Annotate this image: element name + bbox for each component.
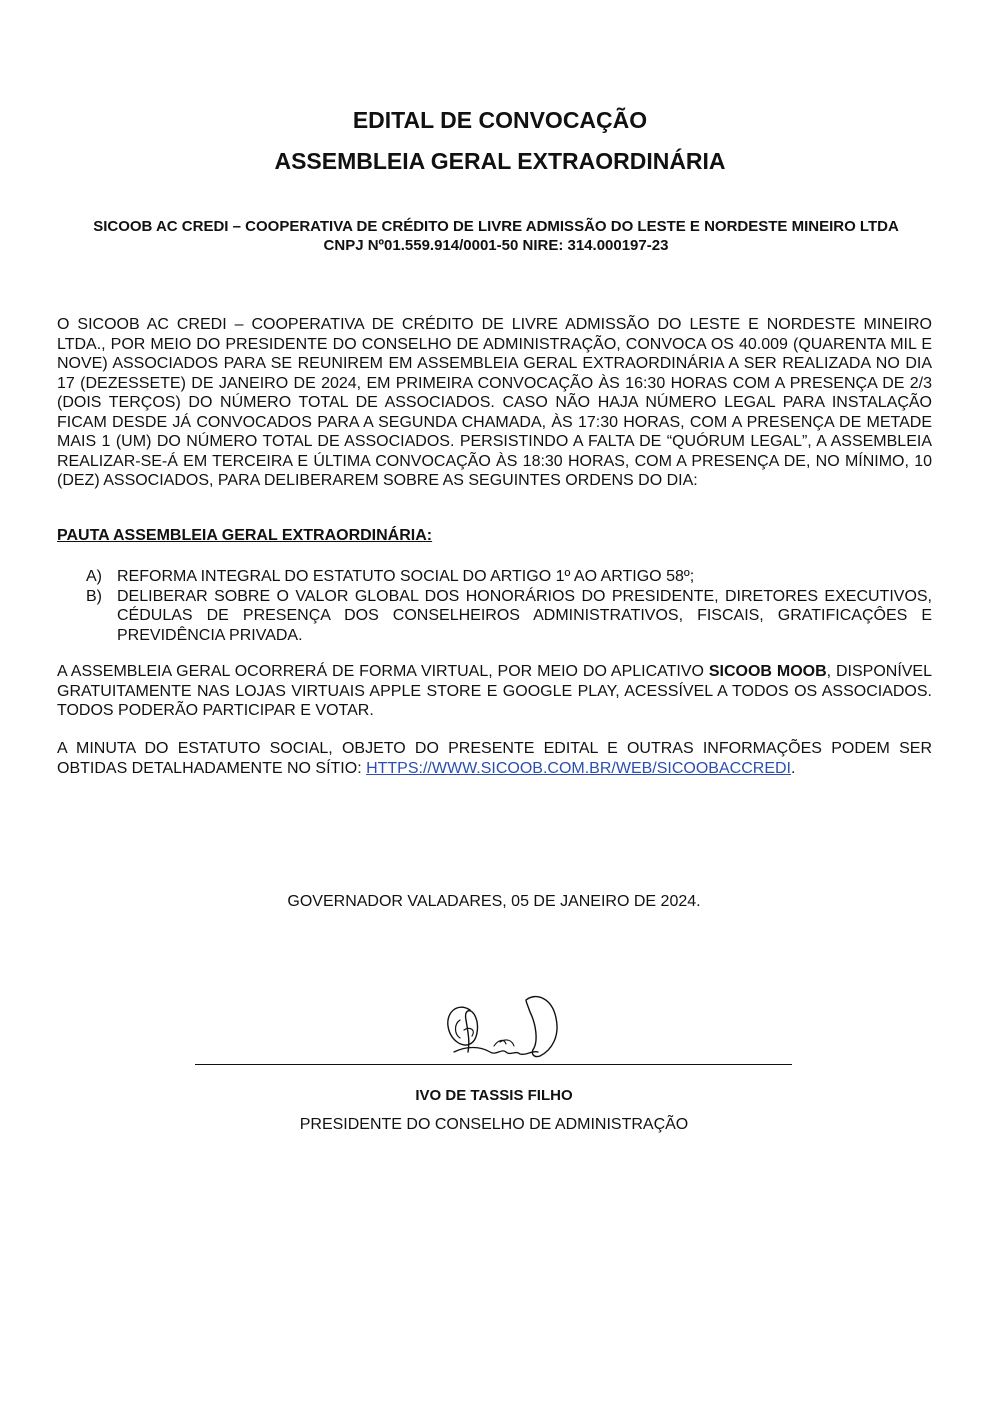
place-and-date: GOVERNADOR VALADARES, 05 DE JANEIRO DE 2024. — [287, 893, 701, 910]
agenda-item-text: DELIBERAR SOBRE O VALOR GLOBAL DOS HONORÁRIOS DO PRESIDENTE, DIRETORES EXECUTIVOS, CÉDULAS DE PRESENÇA DOS CONSELHEIROS ADMINISTRATIVOS, FISCAIS, GRATIFICAÇÔES E PREVIDÊNCIA PRIVADA. — [117, 587, 932, 644]
agenda-list — [57, 567, 932, 645]
company-header — [60, 217, 932, 255]
signer-role: PRESIDENTE DO CONSELHO DE ADMINISTRAÇÃO — [299, 1116, 689, 1133]
signature-line — [195, 1064, 792, 1065]
document-subtitle: ASSEMBLEIA GERAL EXTRAORDINÁRIA — [274, 148, 726, 174]
company-name: SICOOB AC CREDI – COOPERATIVA DE CRÉDITO DE LIVRE ADMISSÃO DO LESTE E NORDESTE MINEIRO LTDA — [93, 218, 899, 235]
virtual-text-before: A ASSEMBLEIA GERAL OCORRERÁ DE FORMA VIRTUAL, POR MEIO DO APLICATIVO — [57, 663, 709, 680]
document-title: EDITAL DE CONVOCAÇÃO — [352, 107, 648, 133]
agenda-item-marker: B) — [86, 587, 102, 605]
intro-paragraph: O SICOOB AC CREDI – COOPERATIVA DE CRÉDITO DE LIVRE ADMISSÃO DO LESTE E NORDESTE MINEIRO LTDA., POR MEIO DO PRESIDENTE DO CONSELHO DE ADMINISTRAÇÃO, CONVOCA OS 40.009 (QUARENTA MIL E NOVE) ASSOCIADOS PARA SE REUNIREM EM ASSEMBLEIA GERAL EXTRAORDINÁRIA A SER REALIZADA NO DIA 17 (DEZESSETE) DE JANEIRO DE 2024, EM PRIMEIRA CONVOCAÇÃO ÀS 16:30 HORAS COM A PRESENÇA DE 2/3 (DOIS TERÇOS) DO NÚMERO TOTAL DE ASSOCIADOS. CASO NÃO HAJA NÚMERO LEGAL PARA INSTALAÇÃO FICAM DESDE JÁ CONVOCADOS PARA A SEGUNDA CHAMADA, ÀS 17:30 HORAS, COM A PRESENÇA DE METADE MAIS 1 (UM) DO NÚMERO TOTAL DE ASSOCIADOS. PERSISTINDO A FALTA DE “QUÓRUM LEGAL”, A ASSEMBLEIA REALIZAR-SE-Á EM TERCEIRA E ÚLTIMA CONVOCAÇÃO ÀS 18:30 HORAS, COM A PRESENÇA DE, NO MÍNIMO, 10 (DEZ) ASSOCIADOS, PARA DELIBERAREM SOBRE AS SEGUINTES ORDENS DO DIA: — [57, 316, 932, 489]
signer-name: IVO DE TASSIS FILHO — [415, 1087, 573, 1104]
bylaws-text-after: . — [790, 759, 796, 777]
agenda-item — [57, 567, 932, 587]
virtual-meeting-paragraph — [57, 662, 932, 721]
app-name: SICOOB MOOB — [708, 663, 827, 680]
agenda-item-marker: A) — [86, 568, 102, 585]
bylaws-info-paragraph — [57, 739, 932, 778]
bylaws-text-before: A MINUTA DO ESTATUTO SOCIAL, OBJETO DO PRESENTE EDITAL E OUTRAS INFORMAÇÕES PODEM SER OBTIDAS DETALHADAMENTE NO SÍTIO: — [57, 740, 932, 777]
virtual-text-after: , DISPONÍVEL GRATUITAMENTE NAS LOJAS VIRTUAIS APPLE STORE E GOOGLE PLAY, ACESSÍVEL A TODOS OS ASSOCIADOS. TODOS PODERÃO PARTICIPAR E VOTAR. — [57, 663, 933, 719]
handwritten-signature — [440, 990, 565, 1062]
company-registration: CNPJ Nº01.559.914/0001-50 NIRE: 314.000197-23 — [323, 237, 669, 254]
agenda-item — [57, 587, 932, 646]
agenda-item-text: REFORMA INTEGRAL DO ESTATUTO SOCIAL DO ARTIGO 1º AO ARTIGO 58º; — [117, 568, 695, 585]
agenda-heading: PAUTA ASSEMBLEIA GERAL EXTRAORDINÁRIA: — [57, 527, 433, 544]
website-link[interactable]: HTTPS://WWW.SICOOB.COM.BR/WEB/SICOOBACCREDI — [366, 759, 791, 777]
